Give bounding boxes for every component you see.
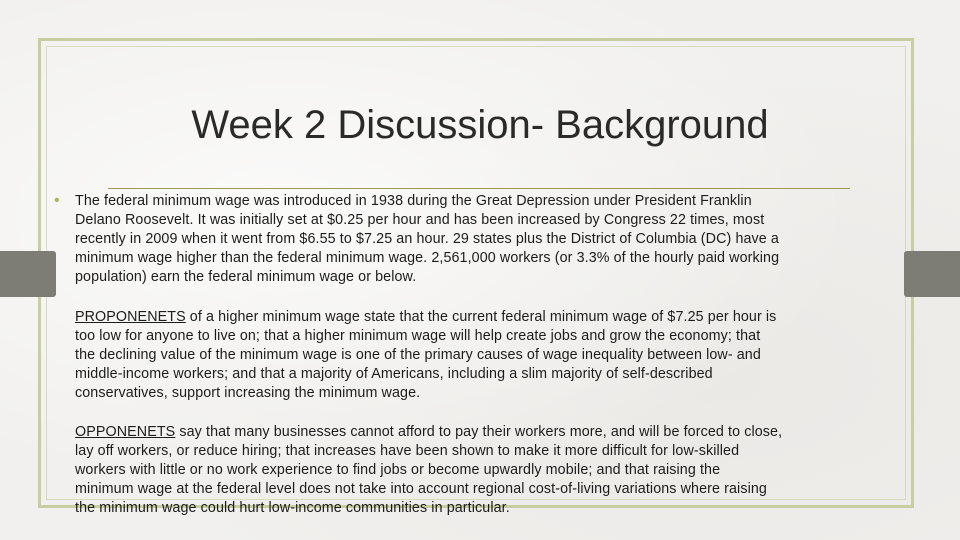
paragraph-line: workers with little or no work experience to find jobs or become upwardly mobile; and that raising the [75, 462, 721, 478]
paragraph-first-line [75, 308, 905, 327]
paragraph-first-line [75, 423, 915, 442]
paragraph-line: minimum wage higher than the federal minimum wage. 2,561,000 workers (or 3.3% of the hourly paid working [75, 250, 780, 266]
paragraph-line: lay off workers, or reduce hiring; that increases have been shown to make it more difficult for low-skilled [75, 443, 740, 459]
opponents-heading: OPPONENETS [75, 424, 176, 440]
paragraph-line: Delano Roosevelt. It was initially set at $0.25 per hour and has been increased by Congress 22 times, most [75, 212, 765, 228]
paragraph-proponents [75, 308, 905, 403]
left-side-tab [0, 251, 56, 297]
paragraph-line: the minimum wage could hurt low-income communities in particular. [75, 500, 510, 516]
slide-title: Week 2 Discussion- Background [191, 103, 769, 147]
paragraph-line: minimum wage at the federal level does not take into account regional cost-of-living variations where raising [75, 481, 767, 497]
paragraph-line: The federal minimum wage was introduced in 1938 during the Great Depression under President Franklin [75, 193, 752, 209]
opponents-first-line-text: say that many businesses cannot afford to pay their workers more, and will be forced to close, [175, 424, 783, 440]
paragraph-line: the declining value of the minimum wage is one of the primary causes of wage inequality between low- and [75, 347, 761, 363]
paragraph-background [75, 192, 915, 287]
paragraph-line: conservatives, support increasing the minimum wage. [75, 385, 421, 401]
paragraph-line: recently in 2009 when it went from $6.55 to $7.25 an hour. 29 states plus the District of Columbia (DC) have a [75, 231, 779, 247]
paragraph-line: population) earn the federal minimum wage or below. [75, 269, 417, 285]
proponents-first-line-text: of a higher minimum wage state that the current federal minimum wage of $7.25 per hour is [185, 309, 777, 325]
paragraph-line: too low for anyone to live on; that a higher minimum wage will help create jobs and grow the economy; that [75, 328, 761, 344]
title-underline-rule [108, 188, 850, 189]
bullet-icon: • [54, 192, 60, 209]
paragraph-line: middle-income workers; and that a majority of Americans, including a slim majority of self-described [75, 366, 713, 382]
proponents-heading: PROPONENETS [75, 309, 186, 325]
paragraph-opponents [75, 423, 915, 518]
